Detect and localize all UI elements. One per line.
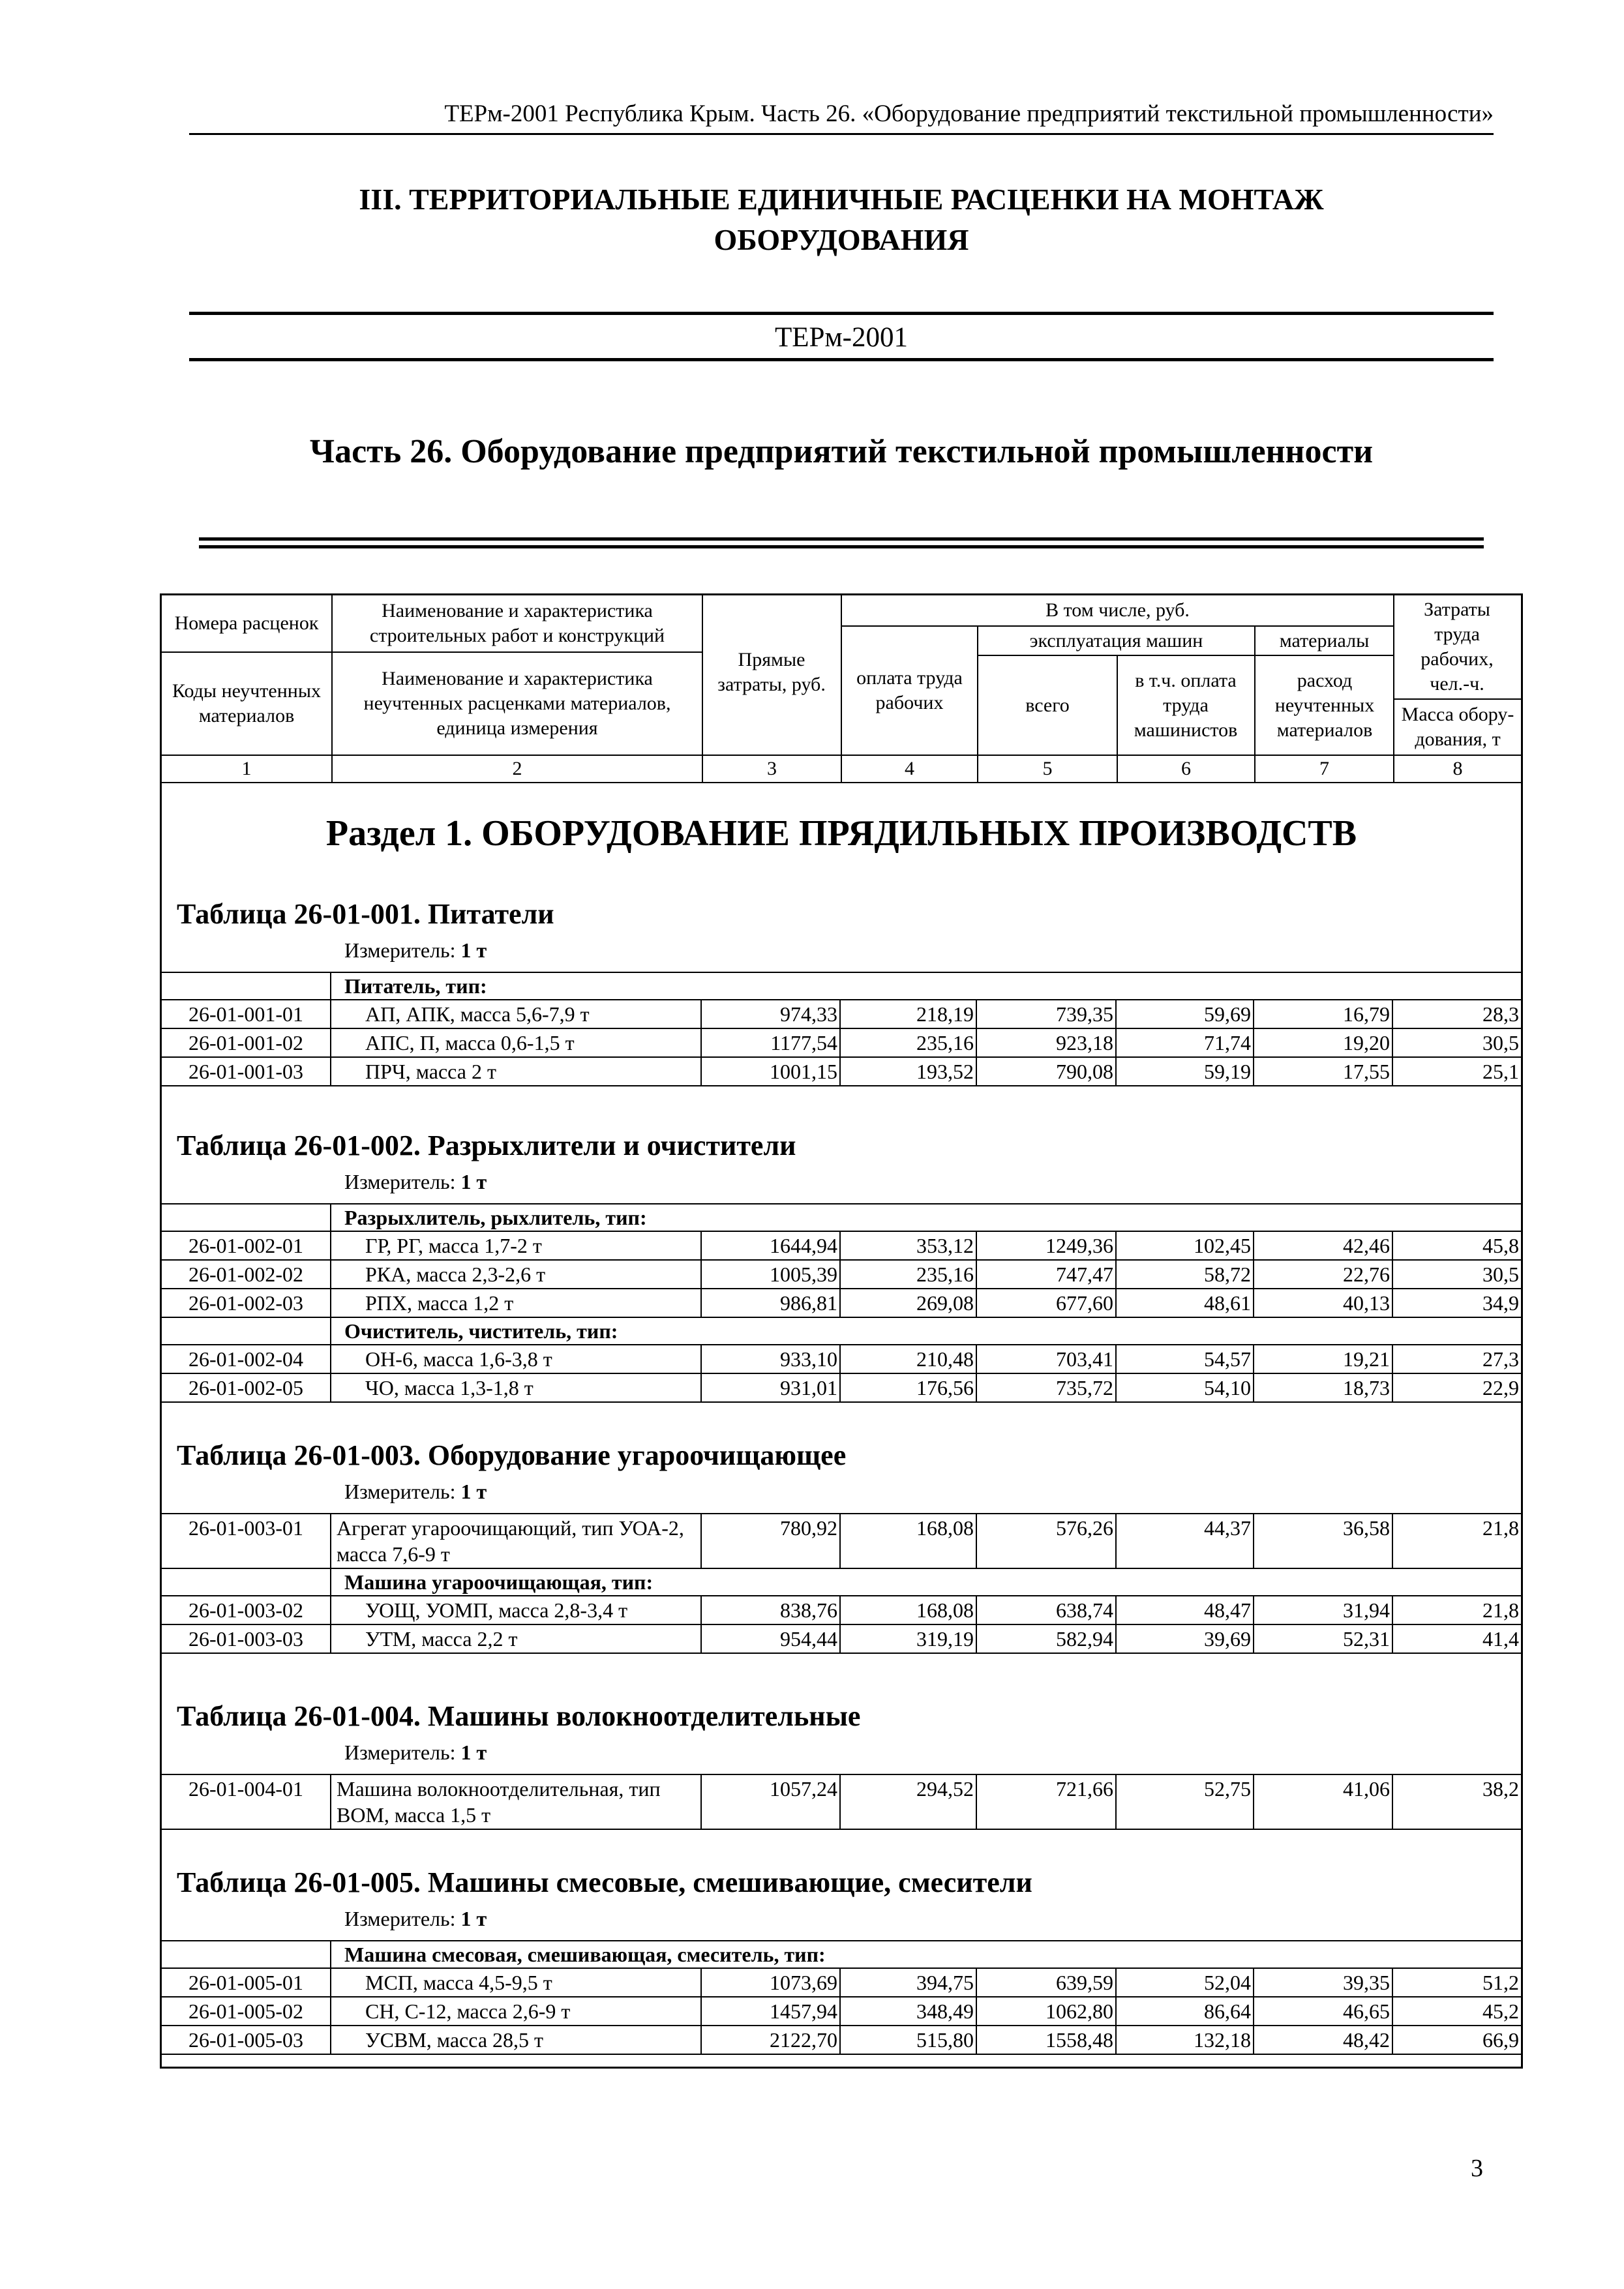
direct-costs-value: 780,92 xyxy=(702,1514,841,1568)
machines-total-value: 923,18 xyxy=(977,1029,1117,1056)
labor-costs-value: 30,5 xyxy=(1482,1263,1519,1286)
machines-total-value: 739,35 xyxy=(977,1000,1117,1028)
materials-cost-value: 42,46 xyxy=(1254,1232,1393,1259)
machines-total-value: 638,74 xyxy=(977,1596,1117,1624)
rates-table xyxy=(160,593,1523,2069)
measure-value: 1 т xyxy=(460,1741,487,1764)
rate-code: 26-01-005-01 xyxy=(162,1969,331,1996)
rates-grid xyxy=(162,1774,1521,1830)
table-row xyxy=(162,1058,1521,1086)
rate-name: УТМ, масса 2,2 т xyxy=(331,1625,702,1653)
group-code-cell xyxy=(162,1318,331,1344)
direct-costs-value: 1005,39 xyxy=(702,1261,841,1288)
collection-rule-top xyxy=(189,312,1494,315)
materials-cost-value: 18,73 xyxy=(1254,1374,1393,1401)
measure-value: 1 т xyxy=(460,1480,487,1503)
rates-grid xyxy=(162,1203,1521,1403)
header-machines: эксплуатация машин xyxy=(1029,629,1203,651)
materials-cost-value: 40,13 xyxy=(1254,1289,1393,1317)
rate-code: 26-01-001-01 xyxy=(162,1000,331,1028)
rate-code: 26-01-002-01 xyxy=(162,1232,331,1259)
collection-code: ТЕРм-2001 xyxy=(775,322,908,353)
materials-cost-value: 36,58 xyxy=(1254,1514,1393,1568)
rates-grid xyxy=(162,972,1521,1086)
rate-code: 26-01-002-02 xyxy=(162,1261,331,1288)
workers-pay-value: 176,56 xyxy=(841,1374,977,1401)
table-row xyxy=(162,1232,1521,1261)
rate-name: УСВМ, масса 28,5 т xyxy=(331,2026,702,2054)
direct-costs-value: 1073,69 xyxy=(702,1969,841,1996)
rate-name: МСП, масса 4,5-9,5 т xyxy=(331,1969,702,1996)
table-row xyxy=(162,1997,1521,2026)
measure-label: Измеритель: xyxy=(344,1907,456,1930)
direct-costs-value: 931,01 xyxy=(702,1374,841,1401)
direct-costs-value: 1001,15 xyxy=(702,1058,841,1085)
operators-pay-value: 52,04 xyxy=(1117,1969,1254,1996)
group-code-cell xyxy=(162,1204,331,1231)
labor-costs-value: 45,2 xyxy=(1482,1999,1519,2023)
rate-code: 26-01-002-05 xyxy=(162,1374,331,1401)
rate-name: АПС, П, масса 0,6-1,5 т xyxy=(331,1029,702,1056)
group-row xyxy=(162,1318,1521,1345)
rate-name: ПРЧ, масса 2 т xyxy=(331,1058,702,1085)
direct-costs-value: 974,33 xyxy=(702,1000,841,1028)
operators-pay-value: 102,45 xyxy=(1117,1232,1254,1259)
rate-code: 26-01-001-03 xyxy=(162,1058,331,1085)
workers-pay-value: 168,08 xyxy=(841,1514,977,1568)
table-row xyxy=(162,1029,1521,1058)
direct-costs-value: 2122,70 xyxy=(702,2026,841,2054)
group-label: Очиститель, чиститель, тип: xyxy=(344,1319,618,1343)
header-material-codes: Коды неучтенных материалов xyxy=(172,680,321,726)
measure-value: 1 т xyxy=(460,1907,487,1930)
rate-name: РПХ, масса 1,2 т xyxy=(331,1289,702,1317)
direct-costs-value: 1457,94 xyxy=(702,1997,841,2025)
machines-total-value: 790,08 xyxy=(977,1058,1117,1085)
machines-total-value: 677,60 xyxy=(977,1289,1117,1317)
labor-costs-value: 45,8 xyxy=(1482,1234,1519,1257)
table-title: Таблица 26-01-002. Разрыхлители и очистители xyxy=(177,1130,796,1161)
machines-total-value: 1249,36 xyxy=(977,1232,1117,1259)
group-row xyxy=(162,973,1521,1000)
rate-code: 26-01-005-03 xyxy=(162,2026,331,2054)
group-code-cell xyxy=(162,973,331,999)
labor-costs-value: 25,1 xyxy=(1482,1060,1519,1083)
group-code-cell xyxy=(162,1569,331,1595)
col-number-5: 5 xyxy=(1042,758,1053,779)
header-including: В том числе, руб. xyxy=(1045,599,1190,621)
col-number-2: 2 xyxy=(512,758,522,779)
header-unaccounted-materials: расход неучтенных материалов xyxy=(1274,669,1375,741)
main-title-line-2: ОБОРУДОВАНИЯ xyxy=(714,223,969,256)
machines-total-value: 1062,80 xyxy=(977,1997,1117,2025)
table-row xyxy=(162,2026,1521,2055)
rate-name: ЧО, масса 1,3-1,8 т xyxy=(331,1374,702,1401)
materials-cost-value: 48,42 xyxy=(1254,2026,1393,2054)
rate-name: АП, АПК, масса 5,6-7,9 т xyxy=(331,1000,702,1028)
materials-cost-value: 22,76 xyxy=(1254,1261,1393,1288)
group-label: Питатель, тип: xyxy=(344,974,487,998)
collection-rule-bottom xyxy=(189,358,1494,361)
table-title: Таблица 26-01-004. Машины волокноотделительные xyxy=(177,1700,861,1732)
materials-cost-value: 31,94 xyxy=(1254,1596,1393,1624)
main-title xyxy=(189,179,1494,260)
operators-pay-value: 86,64 xyxy=(1117,1997,1254,2025)
table-row xyxy=(162,1514,1521,1569)
materials-cost-value: 41,06 xyxy=(1254,1775,1393,1829)
workers-pay-value: 319,19 xyxy=(841,1625,977,1653)
rate-code: 26-01-003-01 xyxy=(162,1514,331,1568)
rate-name: ОН-6, масса 1,6-3,8 т xyxy=(331,1345,702,1373)
operators-pay-value: 54,10 xyxy=(1117,1374,1254,1401)
workers-pay-value: 353,12 xyxy=(841,1232,977,1259)
rate-name: ГР, РГ, масса 1,7-2 т xyxy=(331,1232,702,1259)
labor-costs-value: 21,8 xyxy=(1482,1516,1519,1540)
part-title: Часть 26. Оборудование предприятий текстильной промышленности xyxy=(309,433,1374,470)
col-number-4: 4 xyxy=(905,758,914,779)
machines-total-value: 703,41 xyxy=(977,1345,1117,1373)
materials-cost-value: 19,20 xyxy=(1254,1029,1393,1056)
header-workers-pay: оплата труда рабочих xyxy=(856,667,963,713)
main-title-line-1: III. ТЕРРИТОРИАЛЬНЫЕ ЕДИНИЧНЫЕ РАСЦЕНКИ НА МОНТАЖ xyxy=(359,183,1324,216)
machines-total-value: 735,72 xyxy=(977,1374,1117,1401)
rate-code: 26-01-003-03 xyxy=(162,1625,331,1653)
rate-code: 26-01-002-04 xyxy=(162,1345,331,1373)
rate-code: 26-01-002-03 xyxy=(162,1289,331,1317)
operators-pay-value: 39,69 xyxy=(1117,1625,1254,1653)
rates-grid xyxy=(162,1513,1521,1654)
labor-costs-value: 38,2 xyxy=(1482,1777,1519,1801)
operators-pay-value: 44,37 xyxy=(1117,1514,1254,1568)
table-row xyxy=(162,1625,1521,1654)
workers-pay-value: 210,48 xyxy=(841,1345,977,1373)
machines-total-value: 721,66 xyxy=(977,1775,1117,1829)
rates-grid xyxy=(162,1940,1521,2055)
labor-costs-value: 28,3 xyxy=(1482,1002,1519,1026)
workers-pay-value: 348,49 xyxy=(841,1997,977,2025)
machines-total-value: 582,94 xyxy=(977,1625,1117,1653)
measure-value: 1 т xyxy=(460,938,487,962)
labor-costs-value: 51,2 xyxy=(1482,1971,1519,1994)
direct-costs-value: 1177,54 xyxy=(702,1029,841,1056)
workers-pay-value: 515,80 xyxy=(841,2026,977,2054)
group-label: Разрыхлитель, рыхлитель, тип: xyxy=(344,1206,647,1229)
col-number-7: 7 xyxy=(1319,758,1329,779)
header-rate-numbers: Номера расценок xyxy=(174,612,319,634)
operators-pay-value: 59,19 xyxy=(1117,1058,1254,1085)
labor-costs-value: 34,9 xyxy=(1482,1291,1519,1315)
rate-name: Агрегат угароочищающий, тип УОА-2, масса 7,6-9 т xyxy=(331,1514,702,1568)
col-number-6: 6 xyxy=(1181,758,1191,779)
rate-name: РКА, масса 2,3-2,6 т xyxy=(331,1261,702,1288)
labor-costs-value: 30,5 xyxy=(1482,1031,1519,1055)
running-header: ТЕРм-2001 Республика Крым. Часть 26. «Оборудование предприятий текстильной промышленности» xyxy=(444,100,1494,127)
measure-unit xyxy=(344,1477,487,1506)
workers-pay-value: 235,16 xyxy=(841,1029,977,1056)
measure-unit xyxy=(344,1167,487,1196)
materials-cost-value: 46,65 xyxy=(1254,1997,1393,2025)
workers-pay-value: 168,08 xyxy=(841,1596,977,1624)
materials-cost-value: 19,21 xyxy=(1254,1345,1393,1373)
group-row xyxy=(162,1569,1521,1596)
header-labor-costs: Затраты труда рабочих, чел.-ч. xyxy=(1421,599,1494,695)
header-work-name: Наименование и характеристика строительных работ и конструкций xyxy=(369,600,665,646)
group-code-cell xyxy=(162,1941,331,1967)
materials-cost-value: 16,79 xyxy=(1254,1000,1393,1028)
col-number-8: 8 xyxy=(1452,758,1463,779)
operators-pay-value: 54,57 xyxy=(1117,1345,1254,1373)
rate-name: УОЩ, УОМП, масса 2,8-3,4 т xyxy=(331,1596,702,1624)
operators-pay-value: 48,47 xyxy=(1117,1596,1254,1624)
direct-costs-value: 1644,94 xyxy=(702,1232,841,1259)
part-rule-bottom xyxy=(199,545,1484,548)
operators-pay-value: 132,18 xyxy=(1117,2026,1254,2054)
group-label: Машина смесовая, смешивающая, смеситель, тип: xyxy=(344,1943,826,1966)
machines-total-value: 639,59 xyxy=(977,1969,1117,1996)
materials-cost-value: 39,35 xyxy=(1254,1969,1393,1996)
measure-unit xyxy=(344,936,487,965)
materials-cost-value: 52,31 xyxy=(1254,1625,1393,1653)
machines-total-value: 747,47 xyxy=(977,1261,1117,1288)
direct-costs-value: 933,10 xyxy=(702,1345,841,1373)
operators-pay-value: 71,74 xyxy=(1117,1029,1254,1056)
header-operators-pay: в т.ч. оплата труда машинистов xyxy=(1134,669,1238,741)
labor-costs-value: 41,4 xyxy=(1482,1627,1519,1651)
measure-label: Измеритель: xyxy=(344,938,456,962)
header-material-name: Наименование и характеристика неучтенных расценками материалов, единица измерения xyxy=(363,668,671,739)
measure-unit xyxy=(344,1738,487,1767)
header-equipment-mass: Масса обору-дования, т xyxy=(1401,704,1514,750)
labor-costs-value: 27,3 xyxy=(1482,1347,1519,1371)
rate-code: 26-01-003-02 xyxy=(162,1596,331,1624)
table-row xyxy=(162,1775,1521,1830)
table-row xyxy=(162,1596,1521,1625)
measure-label: Измеритель: xyxy=(344,1170,456,1193)
part-rule-top xyxy=(199,537,1484,541)
workers-pay-value: 269,08 xyxy=(841,1289,977,1317)
col-number-3: 3 xyxy=(767,758,777,779)
rate-code: 26-01-005-02 xyxy=(162,1997,331,2025)
operators-pay-value: 58,72 xyxy=(1117,1261,1254,1288)
group-label: Машина угароочищающая, тип: xyxy=(344,1570,654,1594)
rate-name: Машина волокноотделительная, тип ВОМ, масса 1,5 т xyxy=(331,1775,702,1829)
table-row xyxy=(162,1345,1521,1374)
labor-costs-value: 22,9 xyxy=(1482,1376,1519,1399)
workers-pay-value: 294,52 xyxy=(841,1775,977,1829)
direct-costs-value: 986,81 xyxy=(702,1289,841,1317)
section-title: Раздел 1. ОБОРУДОВАНИЕ ПРЯДИЛЬНЫХ ПРОИЗВОДСТВ xyxy=(325,813,1357,854)
rate-code: 26-01-001-02 xyxy=(162,1029,331,1056)
group-row xyxy=(162,1204,1521,1232)
header-direct-costs: Прямые затраты, руб. xyxy=(717,649,826,695)
rate-name: СН, С-12, масса 2,6-9 т xyxy=(331,1997,702,2025)
table-title: Таблица 26-01-001. Питатели xyxy=(177,898,554,930)
operators-pay-value: 48,61 xyxy=(1117,1289,1254,1317)
workers-pay-value: 235,16 xyxy=(841,1261,977,1288)
measure-unit xyxy=(344,1904,487,1933)
direct-costs-value: 1057,24 xyxy=(702,1775,841,1829)
table-row xyxy=(162,1261,1521,1289)
direct-costs-value: 954,44 xyxy=(702,1625,841,1653)
workers-pay-value: 193,52 xyxy=(841,1058,977,1085)
table-row xyxy=(162,1289,1521,1318)
materials-cost-value: 17,55 xyxy=(1254,1058,1393,1085)
workers-pay-value: 394,75 xyxy=(841,1969,977,1996)
rate-code: 26-01-004-01 xyxy=(162,1775,331,1829)
page-number: 3 xyxy=(1471,2155,1483,2182)
table-row xyxy=(162,1000,1521,1029)
measure-label: Измеритель: xyxy=(344,1480,456,1503)
col-number-1: 1 xyxy=(241,758,252,779)
header-rule xyxy=(189,133,1494,135)
measure-label: Измеритель: xyxy=(344,1741,456,1764)
table-row xyxy=(162,1969,1521,1997)
workers-pay-value: 218,19 xyxy=(841,1000,977,1028)
table-row xyxy=(162,1374,1521,1403)
machines-total-value: 1558,48 xyxy=(977,2026,1117,2054)
labor-costs-value: 21,8 xyxy=(1482,1598,1519,1622)
labor-costs-value: 66,9 xyxy=(1482,2028,1519,2052)
table-title: Таблица 26-01-005. Машины смесовые, смешивающие, смесители xyxy=(177,1866,1032,1898)
machines-total-value: 576,26 xyxy=(977,1514,1117,1568)
group-row xyxy=(162,1941,1521,1969)
operators-pay-value: 59,69 xyxy=(1117,1000,1254,1028)
table-title: Таблица 26-01-003. Оборудование угароочищающее xyxy=(177,1439,847,1471)
measure-value: 1 т xyxy=(460,1170,487,1193)
direct-costs-value: 838,76 xyxy=(702,1596,841,1624)
header-machines-total: всего xyxy=(1025,694,1070,716)
operators-pay-value: 52,75 xyxy=(1117,1775,1254,1829)
header-materials: материалы xyxy=(1279,629,1370,651)
